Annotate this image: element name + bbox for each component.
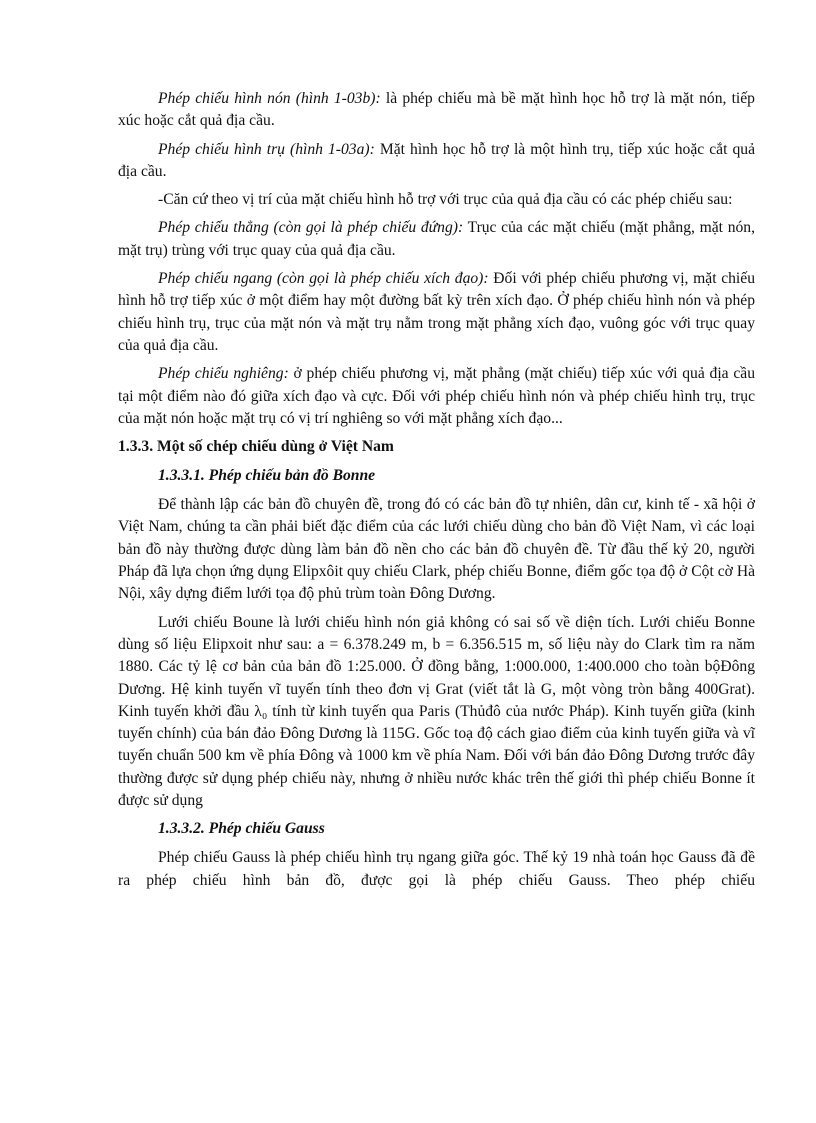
- term-cylinder-projection: Phép chiếu hình trụ (hình 1-03a):: [158, 140, 375, 158]
- text-oblique-projection: ở phép chiếu phương vị, mặt phẳng (mặt chiếu) tiếp xúc với quả địa cầu tại một điểm nào đó giữa xích đạo và cực. Đối với phép chiếu hình nón và phép chiếu hình trụ, trục của mặt nón hoặc mặt trụ có vị trí nghiêng so với mặt phẳng xích đạo...: [118, 365, 755, 427]
- text-position-basis: -Căn cứ theo vị trí của mặt chiếu hình hỗ trợ với trục của quả địa cầu có các phép chiếu sau:: [158, 191, 733, 209]
- paragraph-position-basis: [118, 189, 755, 211]
- subsection-heading-bonne: 1.3.3.1. Phép chiếu bản đồ Bonne: [158, 467, 376, 485]
- section-heading: 1.3.3. Một số chép chiếu dùng ở Việt Nam: [118, 438, 394, 456]
- term-cone-projection: Phép chiếu hình nón (hình 1-03b):: [158, 90, 381, 107]
- paragraph-oblique-projection: [118, 363, 755, 430]
- document-page: [118, 88, 755, 898]
- text-cylinder-projection: Mặt hình học hỗ trợ là một hình trụ, tiếp xúc hoặc cắt quả địa cầu.: [118, 140, 756, 180]
- term-transverse-projection: Phép chiếu ngang (còn gọi là phép chiếu xích đạo):: [158, 270, 489, 288]
- paragraph-bonne-intro: Để thành lập các bản đồ chuyên đề, trong đó có các bản đồ tự nhiên, dân cư, kinh tế - xã hội ở Việt Nam, chúng ta cần phải biết đặc điểm của các lưới chiếu dùng cho bản đồ Việt Nam, vì các loại bản đồ này thường được dùng làm bản đồ nền cho các bản đồ chuyên đề. Từ đầu thế kỷ 20, người Pháp đã lựa chọn ứng dụng Elipxôit quy chiếu Clark, phép chiếu Bonne, điểm gốc tọa độ ở Cột cờ Hà Nội, xây dựng điểm lưới tọa độ phủ trùm toàn Đông Dương.: [118, 496, 755, 603]
- paragraph-transverse-projection: [118, 268, 755, 357]
- subsection-heading-gauss: 1.3.3.2. Phép chiếu Gauss: [158, 820, 325, 838]
- text-normal-projection: Trục của các mặt chiếu (mặt phẳng, mặt nón, mặt trụ) trùng với trục quay của quả địa cầu.: [118, 219, 755, 259]
- term-normal-projection: Phép chiếu thẳng (còn gọi là phép chiếu đứng):: [158, 219, 464, 237]
- paragraph-cylinder-projection: [118, 139, 755, 184]
- paragraph-cone-projection: [118, 88, 755, 133]
- term-oblique-projection: Phép chiếu nghiêng:: [158, 365, 289, 383]
- text-cone-projection: là phép chiếu mà bề mặt hình học hỗ trợ là mặt nón, tiếp xúc hoặc cắt quả địa cầu.: [118, 90, 755, 130]
- paragraph-normal-projection: [118, 217, 755, 262]
- text-transverse-projection: Đối với phép chiếu phương vị, mặt chiếu hình hỗ trợ tiếp xúc ở một điểm hay một đường bất kỳ trên xích đạo. Ở phép chiếu hình nón và phép chiếu hình trụ, trục của mặt nón và mặt trụ nằm trong mặt phẳng xích đạo, vuông góc với trục quay của quả địa cầu.: [118, 270, 755, 354]
- paragraph-gauss-intro: Phép chiếu Gauss là phép chiếu hình trụ ngang giữa góc. Thế kỷ 19 nhà toán học Gauss đã đề ra phép chiếu hình bản đồ, được gọi là phép chiếu Gauss. Theo phép chiếu: [118, 849, 755, 889]
- paragraph-bonne-details: Lưới chiếu Boune là lưới chiếu hình nón giả không có sai số về diện tích. Lưới chiếu Bonne dùng số liệu Elipxoit như sau: a = 6.378.249 m, b = 6.356.515 m, số liệu này do Clark tìm ra năm 1880. Các tỷ lệ cơ bản của bản đồ 1:25.000. Ở đồng bằng, 1:000.000, 1:400.000 cho toàn bộĐông Dương. Hệ kinh tuyến vĩ tuyến tính theo đơn vị Grat (viết tắt là G, một vòng tròn bằng 400Grat). Kinh tuyến khởi đầu λ₀ tính từ kinh tuyến qua Paris (Thủđô của nước Pháp). Kinh tuyến giữa (kinh tuyến chính) của bán đảo Đông Dương là 115G. Gốc toạ độ cách giao điểm của kinh tuyến giữa và vĩ tuyến chuẩn 500 km về phía Đông và 1000 km về phía Nam. Đối với bán đảo Đông Dương trước đây thường được sử dụng phép chiếu này, nhưng ở nhiều nước khác trên thế giới thì phép chiếu Bonne ít được sử dụng: [118, 613, 755, 810]
